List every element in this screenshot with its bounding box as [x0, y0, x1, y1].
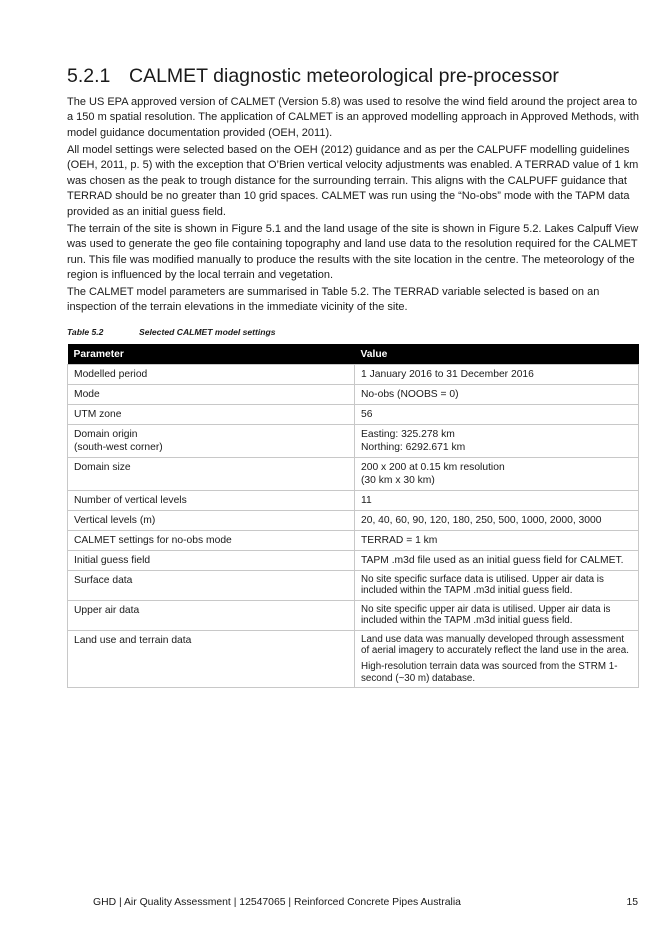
- table-caption-number: Table 5.2: [67, 327, 104, 337]
- param-cell: [68, 531, 355, 551]
- table-caption: [67, 327, 276, 337]
- value-cell: [355, 600, 639, 630]
- param-text: Surface data: [74, 575, 133, 586]
- value-cell: [355, 365, 639, 385]
- value-cell: [355, 491, 639, 511]
- paragraph-4: The CALMET model parameters are summarised in Table 5.2. The TERRAD variable selected is based on an inspection of the terrain elevations in the immediate vicinity of the site.: [67, 286, 600, 314]
- calmet-settings-table: [67, 344, 639, 688]
- table-row: [68, 365, 639, 385]
- param-text: Domain size: [74, 462, 131, 473]
- param-text: Modelled period: [74, 369, 148, 380]
- table-row: [68, 630, 639, 688]
- value-text: No site specific surface data is utilised. Upper air data is included within the TAPM .m3d initial guess field.: [361, 574, 604, 597]
- param-text: Vertical levels (m): [74, 515, 156, 526]
- param-cell: [68, 491, 355, 511]
- param-cell: [68, 425, 355, 458]
- table-header-row: [68, 344, 639, 365]
- value-text: 20, 40, 60, 90, 120, 180, 250, 500, 1000, 2000, 3000: [361, 515, 602, 526]
- table-row: [68, 551, 639, 571]
- value-text: Northing: 6292.671 km: [361, 442, 466, 453]
- section-heading: [67, 65, 559, 88]
- table-row: [68, 458, 639, 491]
- table-row: [68, 425, 639, 458]
- value-cell: [355, 571, 639, 601]
- page-footer: GHD | Air Quality Assessment | 12547065 | Reinforced Concrete Pipes Australia: [93, 897, 461, 908]
- header-parameter: Parameter: [68, 344, 355, 365]
- param-cell: [68, 405, 355, 425]
- param-text: Mode: [74, 389, 100, 400]
- paragraph-2: All model settings were selected based on the OEH (2012) guidance and as per the CALPUFF modelling guidelines (OEH, 2011, p. 5) with the exception that O’Brien vertical velocity adjustments was enabled. A TERRAD value of 1 km was chosen as the peak to trough distance for the surrounding terrain. This aligns with the CALPUFF guidance that TERRAD should be no greater than 10 grid spaces. CALMET was run using the “No-obs” mode with the TAPM data provided as an initial guess field.: [67, 144, 639, 218]
- param-text: CALMET settings for no-obs mode: [74, 535, 232, 546]
- param-text: UTM zone: [74, 409, 122, 420]
- param-text: Land use and terrain data: [74, 634, 192, 646]
- table-row: [68, 571, 639, 601]
- value-text: Easting: 325.278 km: [361, 429, 455, 440]
- param-text: Number of vertical levels: [74, 495, 187, 506]
- section-title: CALMET diagnostic meteorological pre-processor: [129, 65, 559, 87]
- param-cell: [68, 511, 355, 531]
- section-number: 5.2.1: [67, 65, 111, 87]
- value-cell: [355, 630, 639, 688]
- value-text: (30 km x 30 km): [361, 475, 435, 486]
- param-cell: [68, 551, 355, 571]
- value-text: TERRAD = 1 km: [361, 535, 438, 546]
- value-cell: [355, 511, 639, 531]
- value-cell: [355, 551, 639, 571]
- table-caption-title: Selected CALMET model settings: [139, 327, 276, 337]
- value-text: TAPM .m3d file used as an initial guess field for CALMET.: [361, 555, 624, 566]
- value-text: 1 January 2016 to 31 December 2016: [361, 369, 534, 380]
- value-text: Land use data was manually developed through assessment of aerial imagery to accurately reflect the land use in the area.: [361, 633, 629, 657]
- value-cell: [355, 531, 639, 551]
- param-cell: [68, 365, 355, 385]
- value-cell: [355, 405, 639, 425]
- value-text: No-obs (NOOBS = 0): [361, 389, 459, 400]
- table-row: [68, 491, 639, 511]
- table-row: [68, 385, 639, 405]
- value-text: No site specific upper air data is utilised. Upper air data is included within the TAPM .m3d initial guess field.: [361, 603, 611, 627]
- param-text: Upper air data: [74, 604, 140, 616]
- param-text: Initial guess field: [74, 555, 151, 566]
- paragraph-1: The US EPA approved version of CALMET (Version 5.8) was used to resolve the wind field around the project area to a 150 m spatial resolution. The application of CALMET is an approved modelling approach in Approved Methods, with model guidance documentation provided (OEH, 2011).: [67, 96, 639, 139]
- value-text: 56: [361, 409, 373, 420]
- table-row: [68, 600, 639, 630]
- param-cell: [68, 458, 355, 491]
- param-cell: [68, 571, 355, 601]
- param-cell: [68, 600, 355, 630]
- value-text: High-resolution terrain data was sourced from the STRM 1-second (~30 m) database.: [361, 661, 618, 684]
- value-text: 200 x 200 at 0.15 km resolution: [361, 462, 505, 473]
- table-row: [68, 405, 639, 425]
- page-number: 15: [626, 897, 638, 908]
- param-text: (south-west corner): [74, 442, 163, 453]
- value-cell: [355, 385, 639, 405]
- header-value: Value: [355, 344, 639, 365]
- table-row: [68, 511, 639, 531]
- table-row: [68, 531, 639, 551]
- value-text: 11: [361, 495, 372, 506]
- value-cell: [355, 458, 639, 491]
- paragraph-3: The terrain of the site is shown in Figure 5.1 and the land usage of the site is shown in Figure 5.2. Lakes Calpuff View was used to generate the geo file containing topography and land use data to the resolution required for the CALMET run. This file was modified manually to produce the results with the site location in the centre. The meteorology of the region is influenced by the local terrain and vegetation.: [67, 223, 639, 282]
- param-cell: [68, 385, 355, 405]
- param-cell: [68, 630, 355, 688]
- param-text: Domain origin: [74, 429, 138, 440]
- value-cell: [355, 425, 639, 458]
